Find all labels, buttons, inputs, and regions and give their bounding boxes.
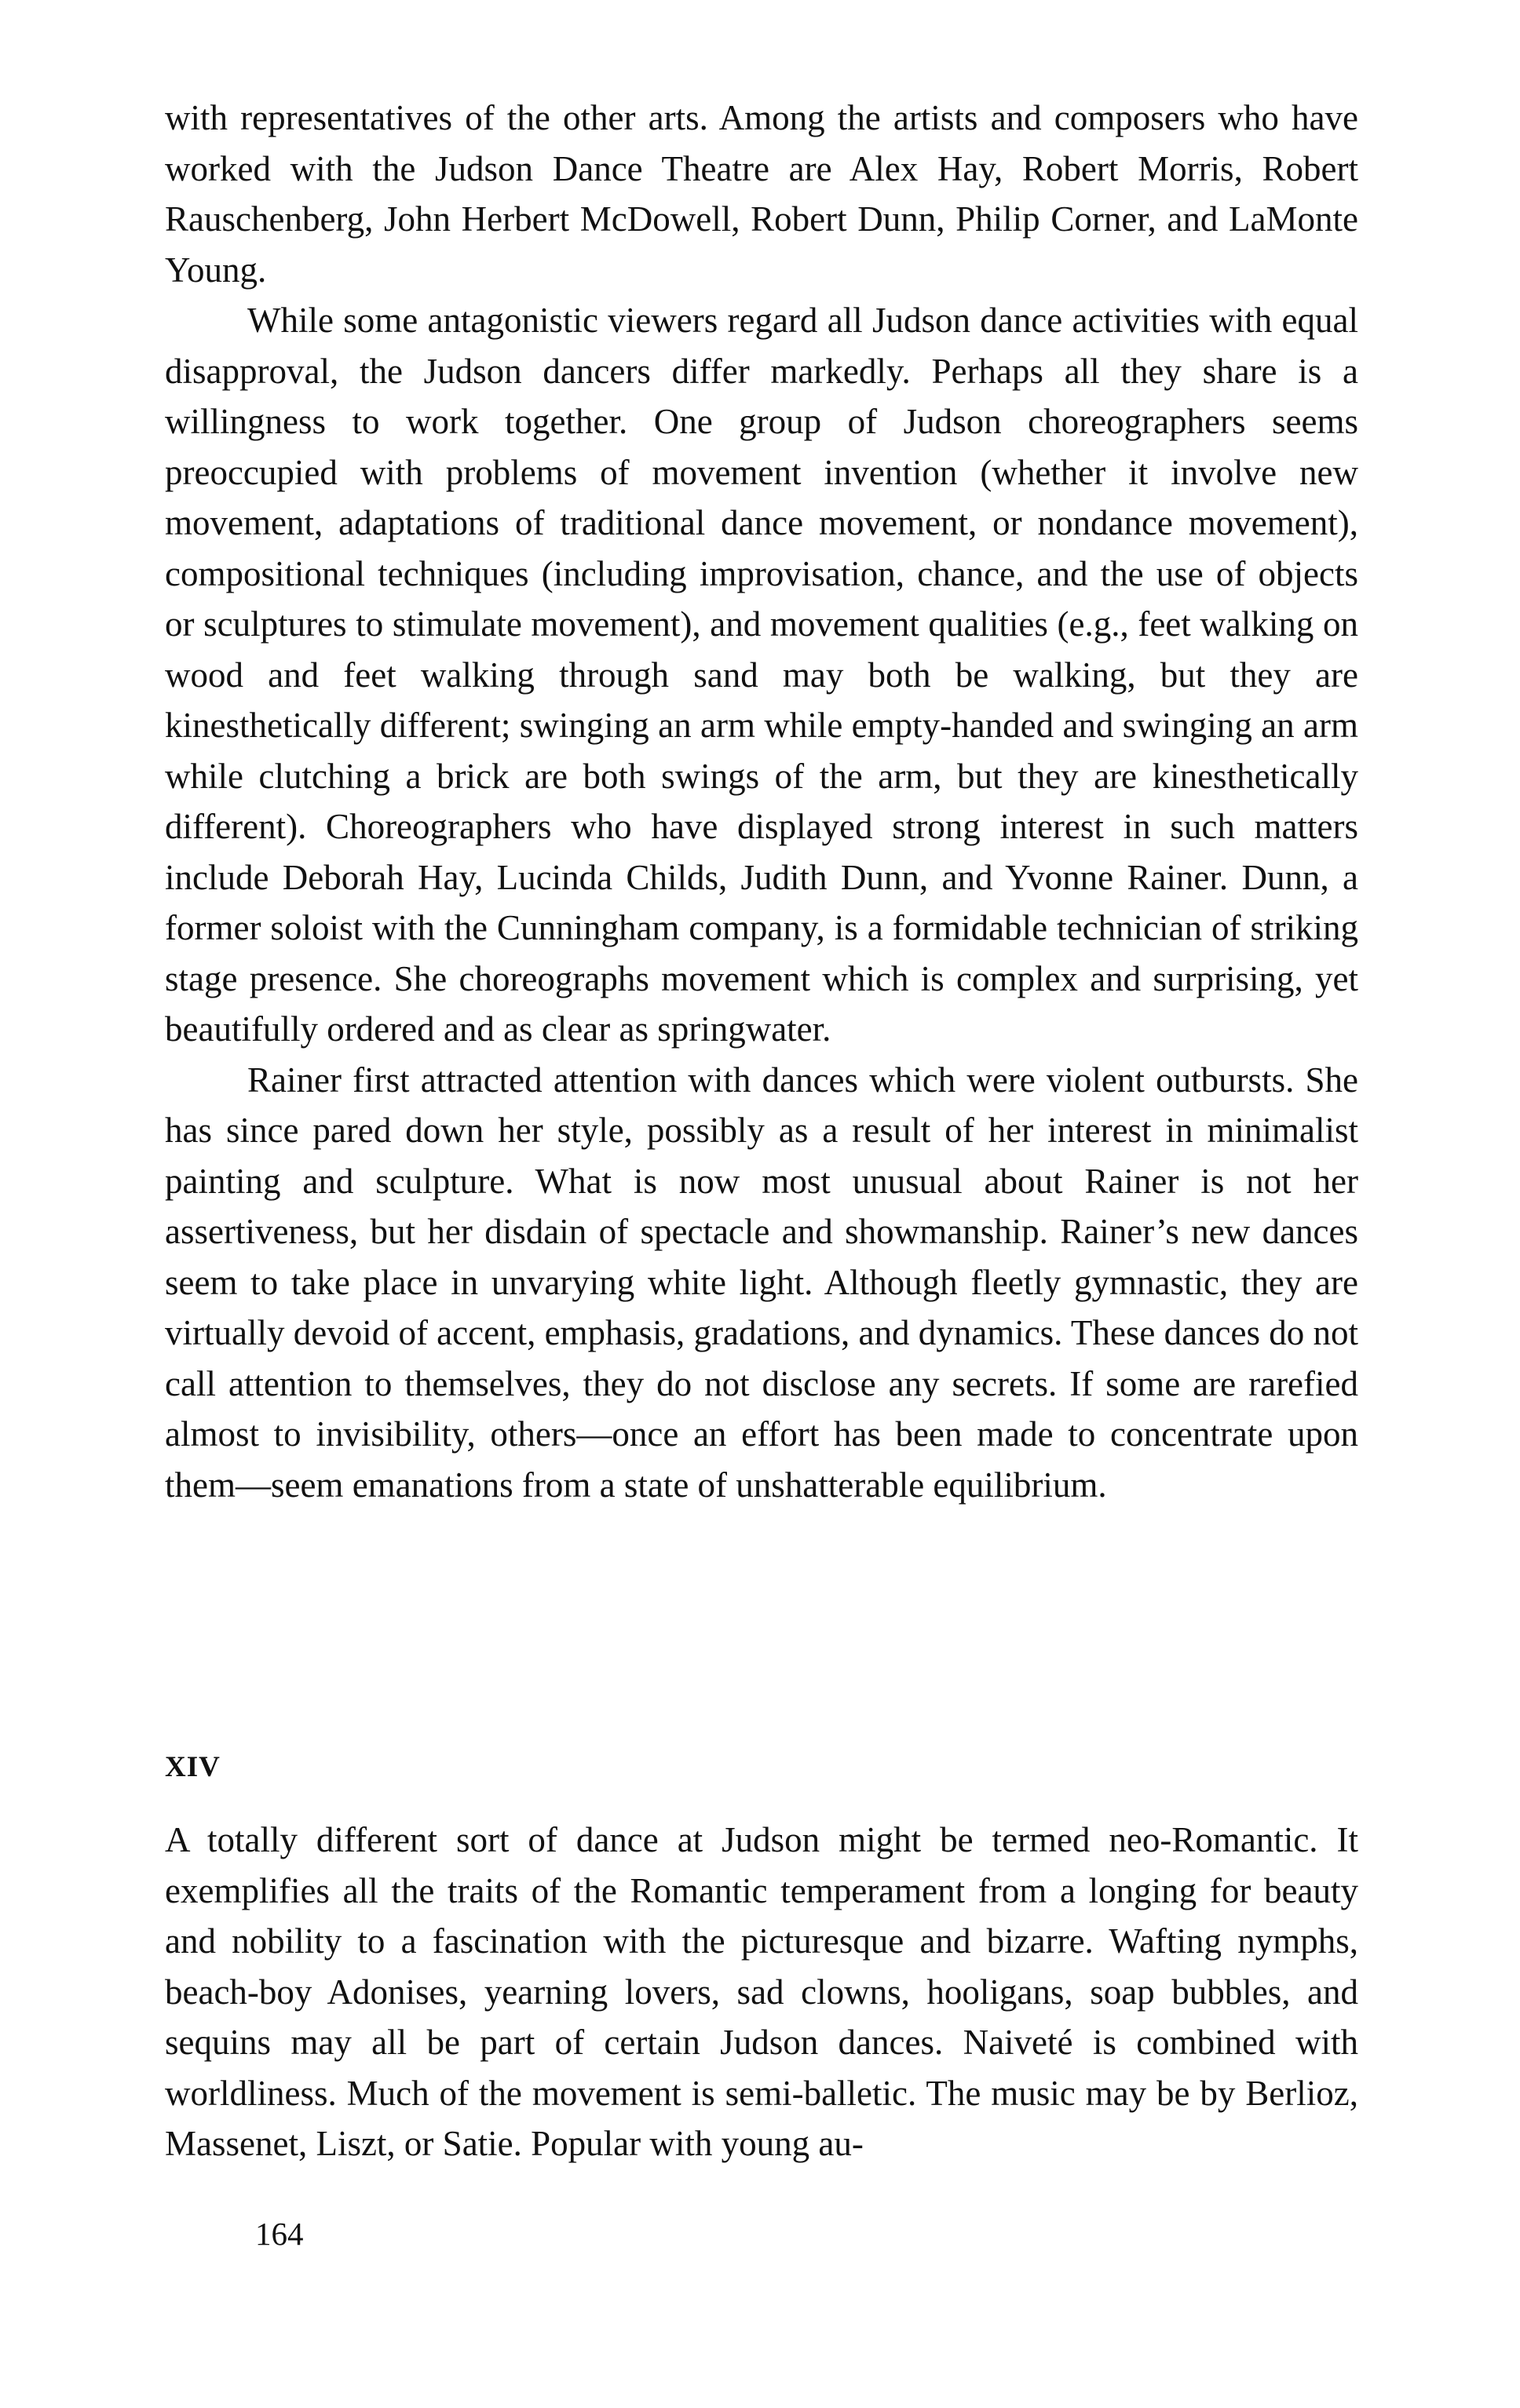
page-number: 164	[255, 2216, 304, 2252]
paragraph-continued: with representatives of the other arts. Among the artists and composers who have worked with the Judson Dance Theatre are Alex Hay, Robert Morris, Robert Rauschenberg, John Herbert McDowell, Robert Dunn, Philip Corner, and LaMonte Young.	[165, 98, 1358, 290]
body-text-bottom	[165, 1815, 1358, 2169]
body-text-top	[165, 93, 1358, 1510]
section-heading: XIV	[165, 1751, 221, 1783]
paragraph-judson-dancers: While some antagonistic viewers regard all Judson dance activities with equal disapproval, the Judson dancers differ markedly. Perhaps all they share is a willingness to work together. One group of Judson choreographers seems preoccupied with problems of movement invention (whether it involve new movement, adaptations of traditional dance movement, or nondance movement), compositional techniques (including improvisation, chance, and the use of objects or sculptures to stimulate movement), and movement qualities (e.g., feet walking on wood and feet walking through sand may both be walking, but they are kinesthetically different; swinging an arm while empty-handed and swinging an arm while clutching a brick are both swings of the arm, but they are kinesthetically different). Choreographers who have displayed strong interest in such matters include Deborah Hay, Lucinda Childs, Judith Dunn, and Yvonne Rainer. Dunn, a former soloist with the Cunningham company, is a formidable technician of striking stage presence. She choreographs movement which is complex and surprising, yet beautifully ordered and as clear as springwater.	[165, 301, 1358, 1049]
paragraph-rainer: Rainer first attracted attention with dances which were violent outbursts. She has since pared down her style, possibly as a result of her interest in minimalist painting and sculpture. What is now most unusual about Rainer is not her assertiveness, but her disdain of spectacle and showmanship. Rainer’s new dances seem to take place in unvarying white light. Although fleetly gymnastic, they are virtually devoid of accent, emphasis, gradations, and dynamics. These dances do not call attention to themselves, they do not disclose any secrets. If some are rarefied almost to invisibility, others—once an effort has been made to concentrate upon them—seem emanations from a state of unshatterable equilibrium.	[165, 1060, 1359, 1505]
paragraph-neo-romantic: A totally different sort of dance at Judson might be termed neo-Romantic. It exemplifies all the traits of the Romantic temperament from a longing for beauty and nobility to a fascination with the picturesque and bizarre. Wafting nymphs, beach-boy Adonises, yearning lovers, sad clowns, hooligans, soap bubbles, and sequins may all be part of certain Judson dances. Naiveté is combined with worldliness. Much of the movement is semi-balletic. The music may be by Berlioz, Massenet, Liszt, or Satie. Popular with young au-	[165, 1820, 1358, 2163]
